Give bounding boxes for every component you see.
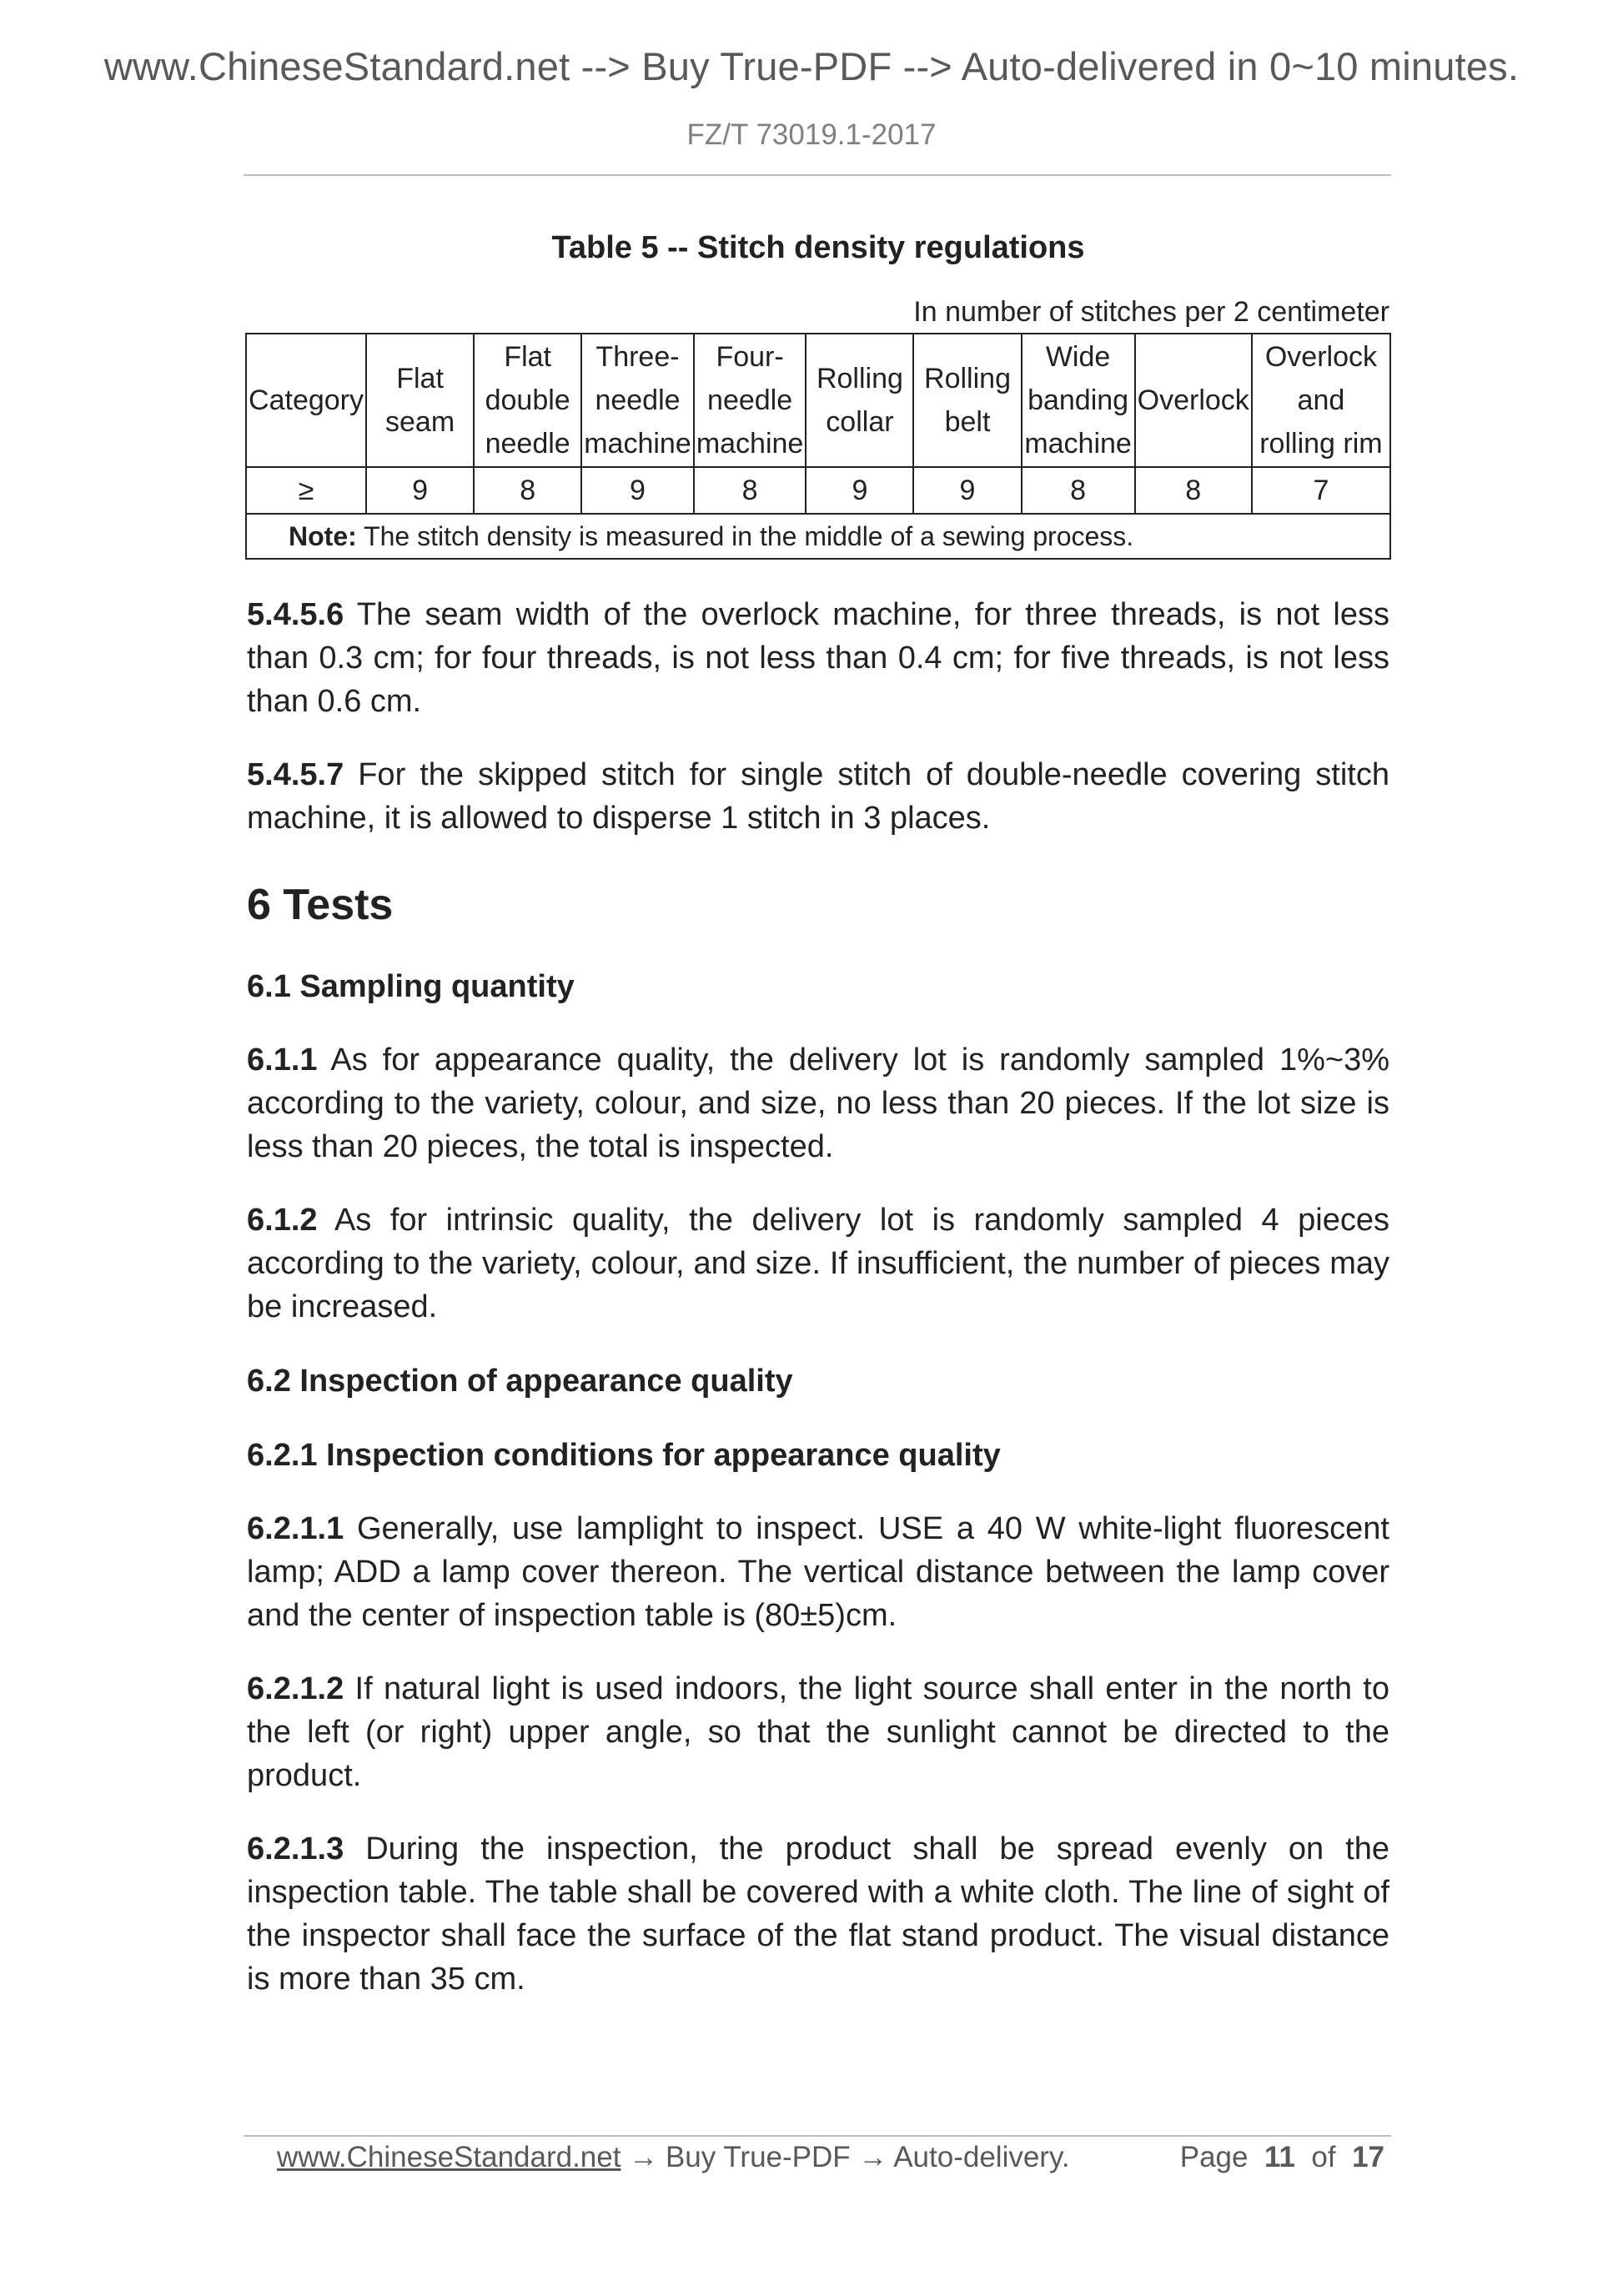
clause-6-2-1-2: 6.2.1.2 If natural light is used indoors, the light source shall enter in the north to the left (or right) upper angle, so that the sunlight cannot be directed to the product. — [247, 1671, 1389, 1793]
table-title: Table 5 -- Stitch density regulations — [551, 230, 1085, 265]
total-pages: 17 — [1352, 2141, 1384, 2173]
row-label: ≥ — [246, 467, 366, 514]
table-row — [246, 467, 1390, 514]
footer-site-link[interactable]: www.ChineseStandard.net — [277, 2141, 621, 2173]
table-cell: 8 — [694, 467, 806, 514]
page-content — [247, 219, 1389, 2001]
header-wide-banding-machine: Wide banding machine — [1022, 334, 1135, 467]
table-cell: 9 — [366, 467, 474, 514]
header-rolling-collar: Rolling collar — [806, 334, 913, 467]
header-rolling-belt: Rolling belt — [913, 334, 1021, 467]
table-header-row — [246, 334, 1390, 467]
clause-6-1-1: 6.1.1 As for appearance quality, the delivery lot is randomly sampled 1%~3% according to the variety, colour, and size, no less than 20 pieces. If the lot size is less than 20 pieces, the total is inspected. — [247, 1042, 1389, 1164]
footer-left — [277, 2137, 1070, 2178]
header-three-needle-machine: Three- needle machine — [581, 334, 694, 467]
table-note-row — [246, 514, 1390, 559]
arrow-right-icon: → — [858, 2141, 888, 2173]
header-flat-seam: Flat seam — [366, 334, 474, 467]
clause-5-4-5-7: 5.4.5.7 For the skipped stitch for single stitch of double-needle covering stitch machine, it is allowed to disperse 1 stitch in 3 places. — [247, 757, 1389, 836]
section-heading-6-1: 6.1 Sampling quantity — [247, 969, 575, 1004]
header-overlock: Overlock — [1135, 334, 1252, 467]
current-page: 11 — [1264, 2141, 1295, 2173]
table-cell: 7 — [1252, 467, 1390, 514]
page-number: Page 11 of 17 — [1179, 2141, 1384, 2173]
site-banner: www.ChineseStandard.net --> Buy True-PDF --> Auto-delivered in 0~10 minutes. — [103, 44, 1520, 88]
table-cell: 8 — [1135, 467, 1252, 514]
table-note — [246, 514, 1390, 559]
document-id: FZ/T 73019.1-2017 — [686, 118, 937, 151]
header-flat-double-needle: Flat double needle — [474, 334, 581, 467]
table-cell: 8 — [474, 467, 581, 514]
table-cell: 8 — [1022, 467, 1135, 514]
header-divider — [244, 174, 1391, 176]
stitch-density-table — [245, 333, 1391, 560]
section-heading-6: 6 Tests — [247, 881, 394, 929]
clause-5-4-5-6: 5.4.5.6 The seam width of the overlock machine, for three threads, is not less than 0.3 cm; for four threads, is not less than 0.4 cm; for five threads, is not less than 0.6 cm. — [247, 597, 1389, 719]
table-cell: 9 — [806, 467, 913, 514]
clause-6-1-2: 6.1.2 As for intrinsic quality, the delivery lot is randomly sampled 4 pieces according to the variety, colour, and size. If insufficient, the number of pieces may be increased. — [247, 1203, 1389, 1324]
table-cell: 9 — [913, 467, 1021, 514]
header-four-needle-machine: Four- needle machine — [694, 334, 806, 467]
note-text: The stitch density is measured in the middle of a sewing process. — [356, 521, 1134, 551]
section-heading-6-2: 6.2 Inspection of appearance quality — [247, 1364, 793, 1399]
note-label: Note: — [289, 521, 357, 551]
footer-buy-text: Buy True-PDF — [665, 2141, 851, 2173]
page-footer — [277, 2137, 1384, 2178]
table-cell: 9 — [581, 467, 694, 514]
clause-6-2-1-3: 6.2.1.3 During the inspection, the product shall be spread evenly on the inspection table. The table shall be covered with a white cloth. The line of sight of the inspector shall face the surface of the flat stand product. The visual distance is more than 35 cm. — [247, 1831, 1389, 1997]
header-overlock-rolling-rim: Overlock and rolling rim — [1252, 334, 1390, 467]
arrow-right-icon: → — [629, 2141, 659, 2173]
clause-6-2-1-1: 6.2.1.1 Generally, use lamplight to inspect. USE a 40 W white-light fluorescent lamp; ADD a lamp cover thereon. The vertical distance between the lamp cover and the center of inspection table is (80±5)cm. — [247, 1511, 1389, 1633]
header-category: Category — [246, 334, 366, 467]
footer-auto-text: Auto-delivery. — [893, 2141, 1070, 2173]
table-units: In number of stitches per 2 centimeter — [913, 296, 1389, 328]
section-heading-6-2-1: 6.2.1 Inspection conditions for appearance quality — [247, 1438, 1001, 1473]
